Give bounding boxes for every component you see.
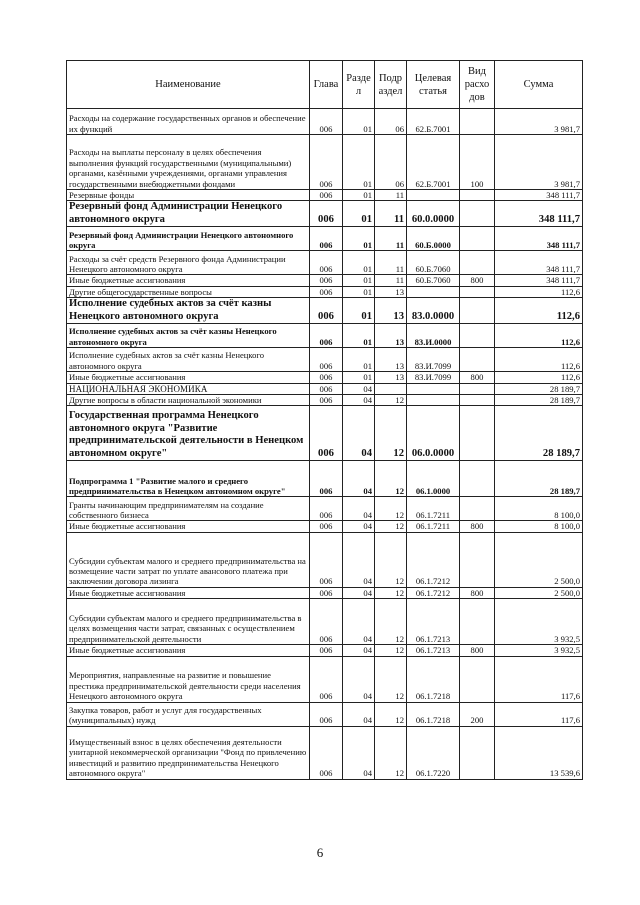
- cell-exp-type: [460, 251, 495, 275]
- cell-name: Иные бюджетные ассигнования: [67, 275, 310, 286]
- cell-section: 04: [343, 656, 375, 702]
- cell-name: Резервный фонд Администрации Ненецкого автономного округа: [67, 227, 310, 251]
- table-row: [67, 372, 583, 383]
- cell-exp-type: 800: [460, 275, 495, 286]
- cell-exp-type: [460, 190, 495, 201]
- cell-chapter: 006: [310, 532, 343, 587]
- cell-target: 06.1.7218: [407, 702, 460, 726]
- cell-chapter: 006: [310, 372, 343, 383]
- cell-subsection: 13: [375, 286, 407, 297]
- table-row: [67, 532, 583, 587]
- cell-target: 62.Б.7001: [407, 135, 460, 190]
- cell-exp-type: [460, 497, 495, 521]
- cell-chapter: 006: [310, 599, 343, 645]
- cell-name: Исполнение судебных актов за счёт казны Ненецкого автономного округа: [67, 298, 310, 324]
- cell-section: 01: [343, 286, 375, 297]
- cell-subsection: 13: [375, 372, 407, 383]
- cell-name: Другие вопросы в области национальной экономики: [67, 395, 310, 406]
- cell-section: 04: [343, 497, 375, 521]
- table-row: [67, 497, 583, 521]
- cell-chapter: 006: [310, 286, 343, 297]
- cell-target: 06.1.7212: [407, 587, 460, 598]
- table-row: [67, 656, 583, 702]
- cell-subsection: 12: [375, 599, 407, 645]
- cell-subsection: 12: [375, 395, 407, 406]
- cell-name: Гранты начинающим предпринимателям на создание собственного бизнеса: [67, 497, 310, 521]
- cell-chapter: 006: [310, 702, 343, 726]
- cell-target: 06.1.7218: [407, 656, 460, 702]
- cell-name: Исполнение судебных актов за счёт казны Ненецкого автономного округа: [67, 348, 310, 372]
- cell-target: 83.И.0000: [407, 324, 460, 348]
- cell-name: Субсидии субъектам малого и среднего предпринимательства на возмещение части затрат по уплате авансового платежа при заключении договора лизинга: [67, 532, 310, 587]
- cell-exp-type: [460, 109, 495, 135]
- cell-name: Иные бюджетные ассигнования: [67, 645, 310, 656]
- cell-section: 04: [343, 726, 375, 779]
- cell-sum: 3 932,5: [495, 599, 583, 645]
- header-exp-type: Вид расхо дов: [460, 61, 495, 109]
- cell-target: 06.0.0000: [407, 406, 460, 461]
- cell-exp-type: 800: [460, 587, 495, 598]
- header-sum: Сумма: [495, 61, 583, 109]
- cell-sum: 348 111,7: [495, 190, 583, 201]
- table-row: [67, 461, 583, 497]
- cell-section: 01: [343, 190, 375, 201]
- cell-subsection: 06: [375, 109, 407, 135]
- table-row: [67, 251, 583, 275]
- cell-name: Другие общегосударственные вопросы: [67, 286, 310, 297]
- cell-sum: 117,6: [495, 656, 583, 702]
- table-row: [67, 324, 583, 348]
- cell-section: 04: [343, 645, 375, 656]
- cell-section: 04: [343, 599, 375, 645]
- cell-subsection: 12: [375, 656, 407, 702]
- cell-chapter: 006: [310, 406, 343, 461]
- cell-exp-type: [460, 599, 495, 645]
- cell-subsection: 12: [375, 645, 407, 656]
- cell-target: 60.Б.7060: [407, 251, 460, 275]
- cell-section: 01: [343, 201, 375, 227]
- cell-exp-type: [460, 532, 495, 587]
- table-row: [67, 645, 583, 656]
- cell-exp-type: [460, 201, 495, 227]
- cell-chapter: 006: [310, 298, 343, 324]
- header-target: Целевая статья: [407, 61, 460, 109]
- table-row: [67, 298, 583, 324]
- cell-target: 06.1.7211: [407, 521, 460, 532]
- cell-subsection: 13: [375, 324, 407, 348]
- cell-chapter: 006: [310, 275, 343, 286]
- cell-subsection: 13: [375, 348, 407, 372]
- cell-exp-type: [460, 324, 495, 348]
- cell-chapter: 006: [310, 656, 343, 702]
- cell-section: 04: [343, 395, 375, 406]
- cell-sum: 3 981,7: [495, 135, 583, 190]
- cell-name: Имущественный взнос в целях обеспечения деятельности унитарной некоммерческой организации "Фонд по привлечению инвестиций и развитию предпринимательства Ненецкого автономного округа": [67, 726, 310, 779]
- cell-exp-type: [460, 348, 495, 372]
- cell-subsection: 11: [375, 275, 407, 286]
- cell-section: 01: [343, 298, 375, 324]
- cell-name: Закупка товаров, работ и услуг для государственных (муниципальных) нужд: [67, 702, 310, 726]
- table-row: [67, 275, 583, 286]
- cell-section: 01: [343, 227, 375, 251]
- cell-sum: 348 111,7: [495, 227, 583, 251]
- cell-chapter: 006: [310, 324, 343, 348]
- cell-exp-type: [460, 395, 495, 406]
- cell-sum: 112,6: [495, 298, 583, 324]
- cell-sum: 8 100,0: [495, 497, 583, 521]
- cell-target: 60.Б.0000: [407, 227, 460, 251]
- cell-name: Расходы за счёт средств Резервного фонда Администрации Ненецкого автономного округа: [67, 251, 310, 275]
- cell-target: [407, 190, 460, 201]
- cell-target: 83.И.7099: [407, 372, 460, 383]
- cell-sum: 28 189,7: [495, 395, 583, 406]
- cell-subsection: 12: [375, 521, 407, 532]
- cell-target: 83.И.7099: [407, 348, 460, 372]
- cell-section: 01: [343, 251, 375, 275]
- table-row: [67, 726, 583, 779]
- cell-name: Резервный фонд Администрации Ненецкого автономного округа: [67, 201, 310, 227]
- cell-target: 83.0.0000: [407, 298, 460, 324]
- table-row: [67, 286, 583, 297]
- cell-exp-type: [460, 286, 495, 297]
- cell-target: 60.0.0000: [407, 201, 460, 227]
- cell-section: 04: [343, 702, 375, 726]
- cell-exp-type: [460, 656, 495, 702]
- cell-chapter: 006: [310, 587, 343, 598]
- cell-target: 06.1.7220: [407, 726, 460, 779]
- cell-subsection: 12: [375, 497, 407, 521]
- cell-chapter: 006: [310, 383, 343, 394]
- cell-exp-type: [460, 383, 495, 394]
- cell-chapter: 006: [310, 251, 343, 275]
- cell-sum: 112,6: [495, 348, 583, 372]
- cell-target: [407, 286, 460, 297]
- cell-target: 60.Б.7060: [407, 275, 460, 286]
- cell-section: 04: [343, 406, 375, 461]
- cell-sum: 348 111,7: [495, 251, 583, 275]
- page-number: 6: [316, 845, 324, 860]
- cell-subsection: 12: [375, 406, 407, 461]
- cell-target: 06.1.7213: [407, 645, 460, 656]
- cell-section: 04: [343, 532, 375, 587]
- cell-exp-type: [460, 406, 495, 461]
- cell-subsection: 12: [375, 461, 407, 497]
- cell-exp-type: 800: [460, 521, 495, 532]
- cell-chapter: 006: [310, 109, 343, 135]
- cell-chapter: 006: [310, 521, 343, 532]
- cell-exp-type: 800: [460, 372, 495, 383]
- cell-name: Государственная программа Ненецкого автономного округа "Развитие предпринимательской деятельности в Ненецком автономном округе": [67, 406, 310, 461]
- table-row: [67, 201, 583, 227]
- cell-chapter: 006: [310, 395, 343, 406]
- cell-name: Мероприятия, направленные на развитие и повышение престижа предпринимательской деятельности среди населения Ненецкого автономного округа: [67, 656, 310, 702]
- cell-target: 62.Б.7001: [407, 109, 460, 135]
- table-row: [67, 521, 583, 532]
- cell-sum: 28 189,7: [495, 383, 583, 394]
- table-row: [67, 406, 583, 461]
- cell-subsection: 11: [375, 201, 407, 227]
- cell-sum: 3 932,5: [495, 645, 583, 656]
- cell-chapter: 006: [310, 135, 343, 190]
- cell-subsection: 11: [375, 251, 407, 275]
- cell-sum: 112,6: [495, 324, 583, 348]
- header-section: Разде л: [343, 61, 375, 109]
- cell-sum: 28 189,7: [495, 406, 583, 461]
- cell-chapter: 006: [310, 645, 343, 656]
- table-row: [67, 702, 583, 726]
- cell-name: Иные бюджетные ассигнования: [67, 372, 310, 383]
- cell-chapter: 006: [310, 497, 343, 521]
- cell-subsection: 12: [375, 702, 407, 726]
- cell-section: 01: [343, 324, 375, 348]
- cell-section: 01: [343, 109, 375, 135]
- cell-chapter: 006: [310, 190, 343, 201]
- cell-section: 01: [343, 372, 375, 383]
- cell-subsection: 12: [375, 532, 407, 587]
- cell-exp-type: 800: [460, 645, 495, 656]
- cell-target: 06.1.7211: [407, 497, 460, 521]
- cell-target: [407, 395, 460, 406]
- cell-name: Расходы на выплаты персоналу в целях обеспечения выполнения функций государственными (муниципальными) органами, казёнными учреждениями, органами управления государственными внебюджетными фондами: [67, 135, 310, 190]
- cell-name: Резервные фонды: [67, 190, 310, 201]
- table-row: [67, 383, 583, 394]
- cell-sum: 348 111,7: [495, 201, 583, 227]
- header-subsection: Подр аздел: [375, 61, 407, 109]
- cell-name: Подпрограмма 1 "Развитие малого и среднего предпринимательства в Ненецком автономном округе": [67, 461, 310, 497]
- cell-sum: 2 500,0: [495, 532, 583, 587]
- table-row: [67, 190, 583, 201]
- cell-name: Расходы на содержание государственных органов и обеспечение их функций: [67, 109, 310, 135]
- cell-name: Субсидии субъектам малого и среднего предпринимательства в целях возмещения части затрат, связанных с осуществлением предпринимательской деятельности: [67, 599, 310, 645]
- table-row: [67, 109, 583, 135]
- table-row: [67, 348, 583, 372]
- cell-exp-type: [460, 461, 495, 497]
- cell-sum: 112,6: [495, 372, 583, 383]
- cell-sum: 2 500,0: [495, 587, 583, 598]
- cell-section: 04: [343, 521, 375, 532]
- cell-sum: 28 189,7: [495, 461, 583, 497]
- cell-target: 06.1.0000: [407, 461, 460, 497]
- table-row: [67, 599, 583, 645]
- cell-target: 06.1.7212: [407, 532, 460, 587]
- cell-name: Иные бюджетные ассигнования: [67, 587, 310, 598]
- cell-exp-type: [460, 726, 495, 779]
- cell-exp-type: [460, 227, 495, 251]
- budget-table: [66, 60, 583, 780]
- cell-chapter: 006: [310, 726, 343, 779]
- cell-subsection: 11: [375, 227, 407, 251]
- cell-chapter: 006: [310, 201, 343, 227]
- cell-subsection: 13: [375, 298, 407, 324]
- cell-sum: 348 111,7: [495, 275, 583, 286]
- cell-sum: 13 539,6: [495, 726, 583, 779]
- cell-chapter: 006: [310, 348, 343, 372]
- cell-target: 06.1.7213: [407, 599, 460, 645]
- cell-section: 04: [343, 587, 375, 598]
- cell-section: 01: [343, 348, 375, 372]
- cell-name: НАЦИОНАЛЬНАЯ ЭКОНОМИКА: [67, 383, 310, 394]
- cell-name: Иные бюджетные ассигнования: [67, 521, 310, 532]
- cell-sum: 8 100,0: [495, 521, 583, 532]
- table-row: [67, 395, 583, 406]
- table-row: [67, 587, 583, 598]
- cell-section: 01: [343, 275, 375, 286]
- cell-subsection: 06: [375, 135, 407, 190]
- cell-section: 01: [343, 135, 375, 190]
- header-chapter: Глава: [310, 61, 343, 109]
- cell-exp-type: [460, 298, 495, 324]
- cell-sum: 117,6: [495, 702, 583, 726]
- cell-subsection: 12: [375, 587, 407, 598]
- cell-section: 04: [343, 461, 375, 497]
- table-row: [67, 227, 583, 251]
- cell-chapter: 006: [310, 461, 343, 497]
- cell-exp-type: 200: [460, 702, 495, 726]
- table-row: [67, 135, 583, 190]
- header-name: Наименование: [67, 61, 310, 109]
- cell-name: Исполнение судебных актов за счёт казны Ненецкого автономного округа: [67, 324, 310, 348]
- cell-sum: 3 981,7: [495, 109, 583, 135]
- cell-subsection: [375, 383, 407, 394]
- table-header-row: [67, 61, 583, 109]
- cell-target: [407, 383, 460, 394]
- cell-subsection: 11: [375, 190, 407, 201]
- cell-chapter: 006: [310, 227, 343, 251]
- cell-subsection: 12: [375, 726, 407, 779]
- cell-section: 04: [343, 383, 375, 394]
- cell-sum: 112,6: [495, 286, 583, 297]
- cell-exp-type: 100: [460, 135, 495, 190]
